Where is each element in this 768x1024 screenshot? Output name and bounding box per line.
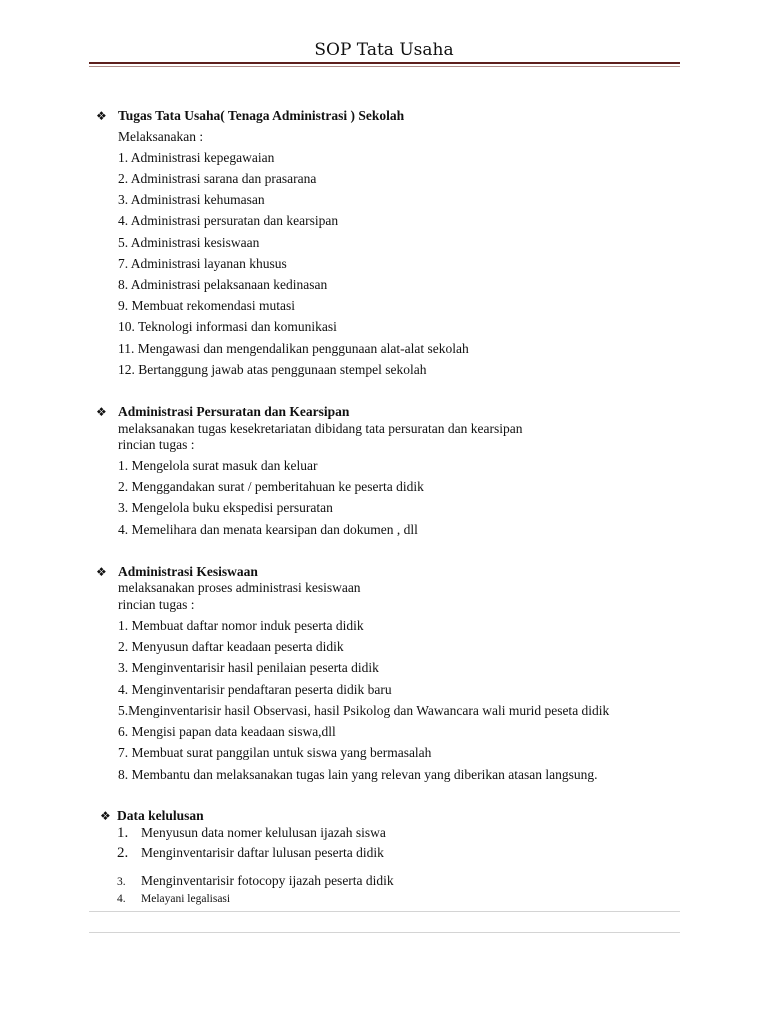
list-text: Menginventarisir fotocopy ijazah peserta didik xyxy=(141,873,394,888)
section-intro: rincian tugas : xyxy=(118,437,195,452)
list-item xyxy=(117,891,230,907)
list-text: Menginventarisir daftar lulusan peserta didik xyxy=(141,845,384,860)
section-heading: Administrasi Kesiswaan xyxy=(118,564,258,579)
diamond-bullet-icon: ❖ xyxy=(96,565,107,579)
list-item: 2. Administrasi sarana dan prasarana xyxy=(118,171,317,186)
page-title: SOP Tata Usaha xyxy=(314,40,454,60)
list-item: 8. Membantu dan melaksanakan tugas lain yang relevan yang diberikan atasan langsung. xyxy=(118,767,598,782)
section-intro: rincian tugas : xyxy=(118,597,195,612)
diamond-bullet-icon: ❖ xyxy=(96,405,107,419)
section-heading: Data kelulusan xyxy=(117,808,204,823)
list-number: 2. xyxy=(117,845,129,861)
list-item: 1. Mengelola surat masuk dan keluar xyxy=(118,458,318,473)
list-item: 4. Administrasi persuratan dan kearsipan xyxy=(118,213,339,228)
list-item: 6. Mengisi papan data keadaan siswa,dll xyxy=(118,724,336,739)
list-item: 2. Menggandakan surat / pemberitahuan ke peserta didik xyxy=(118,479,424,494)
section-intro: Melaksanakan : xyxy=(118,129,204,144)
list-text: Menyusun data nomer kelulusan ijazah siswa xyxy=(141,825,386,840)
list-item: 1. Administrasi kepegawaian xyxy=(118,150,275,165)
list-item: 5.Menginventarisir hasil Observasi, hasil Psikolog dan Wawancara wali murid peseta didik xyxy=(118,703,610,718)
section-heading: Administrasi Persuratan dan Kearsipan xyxy=(118,404,350,419)
section-heading: Tugas Tata Usaha( Tenaga Administrasi ) Sekolah xyxy=(118,108,405,123)
list-item: 1. Membuat daftar nomor induk peserta didik xyxy=(118,618,364,633)
header-rule-thin xyxy=(89,66,680,67)
list-item: 4. Memelihara dan menata kearsipan dan dokumen , dll xyxy=(118,522,418,537)
list-number: 1. xyxy=(117,825,129,841)
list-item: 8. Administrasi pelaksanaan kedinasan xyxy=(118,277,328,292)
list-item: 9. Membuat rekomendasi mutasi xyxy=(118,298,295,313)
list-item xyxy=(117,825,386,841)
list-item: 2. Menyusun daftar keadaan peserta didik xyxy=(118,639,344,654)
list-number: 3. xyxy=(117,876,126,888)
diamond-bullet-icon: ❖ xyxy=(96,109,107,123)
list-item xyxy=(117,845,384,861)
list-item: 11. Mengawasi dan mengendalikan penggunaan alat-alat sekolah xyxy=(118,341,469,356)
list-number: 4. xyxy=(117,893,126,905)
list-item: 5. Administrasi kesiswaan xyxy=(118,235,260,250)
list-item: 3. Menginventarisir hasil penilaian peserta didik xyxy=(118,660,379,675)
header-rule xyxy=(89,62,680,64)
section-description: melaksanakan tugas kesekretariatan dibidang tata persuratan dan kearsipan xyxy=(118,421,523,436)
list-item: 12. Bertanggung jawab atas penggunaan stempel sekolah xyxy=(118,362,427,377)
list-item: 10. Teknologi informasi dan komunikasi xyxy=(118,319,337,334)
list-item xyxy=(117,873,394,890)
diamond-bullet-icon: ❖ xyxy=(100,809,111,823)
list-item: 3. Administrasi kehumasan xyxy=(118,192,265,207)
list-item: 3. Mengelola buku ekspedisi persuratan xyxy=(118,500,333,515)
footer-rule xyxy=(89,932,680,933)
section-description: melaksanakan proses administrasi kesiswaan xyxy=(118,580,361,595)
footer-rule xyxy=(89,911,680,912)
list-item: 7. Membuat surat panggilan untuk siswa yang bermasalah xyxy=(118,745,432,760)
list-item: 4. Menginventarisir pendaftaran peserta didik baru xyxy=(118,682,392,697)
list-item: 7. Administrasi layanan khusus xyxy=(118,256,287,271)
list-text: Melayani legalisasi xyxy=(141,893,231,905)
